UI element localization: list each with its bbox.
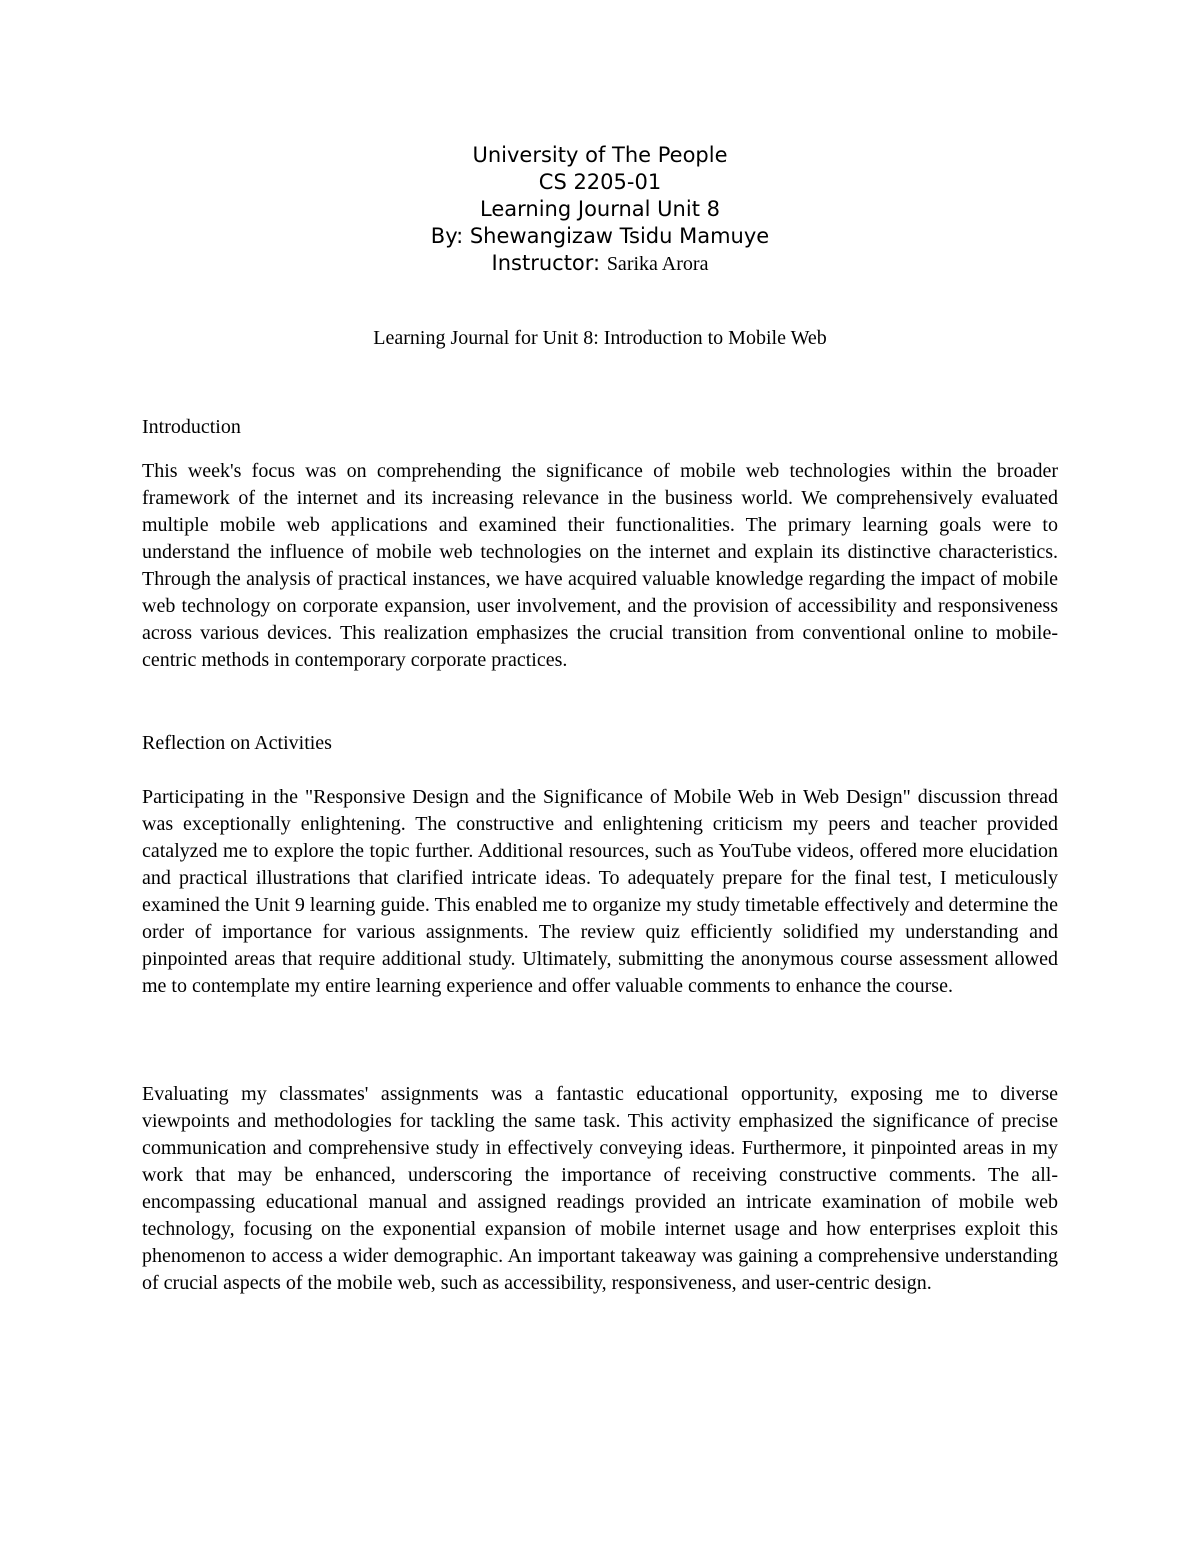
reflection-heading: Reflection on Activities <box>142 732 332 754</box>
instructor-label: Instructor: <box>491 251 601 275</box>
assignment-title: Learning Journal Unit 8 <box>480 197 720 221</box>
document-subtitle: Learning Journal for Unit 8: Introduction to Mobile Web <box>373 327 827 349</box>
reflection-paragraph-2: Evaluating my classmates' assignments was a fantastic educational opportunity, exposing me to diverse viewpoints and methodologies for tackling the same task. This activity emphasized the significance of precise communication and comprehensive study in effectively conveying ideas. Furthermore, it pinpointed areas in my work that may be enhanced, underscoring the importance of receiving constructive comments. The all-encompassing educational manual and assigned readings provided an intricate examination of mobile web technology, focusing on the exponential expansion of mobile internet usage and how enterprises exploit this phenomenon to access a wider demographic. An important takeaway was gaining a comprehensive understanding of crucial aspects of the mobile web, such as accessibility, responsiveness, and user-centric design. <box>142 1083 1058 1294</box>
reflection-paragraph-1: Participating in the "Responsive Design and the Significance of Mobile Web in Web Design" discussion thread was exceptionally enlightening. The constructive and enlightening criticism my peers and teacher provided catalyzed me to explore the topic further. Additional resources, such as YouTube videos, offered more elucidation and practical illustrations that clarified intricate ideas. To adequately prepare for the final test, I meticulously examined the Unit 9 learning guide. This enabled me to organize my study timetable effectively and determine the order of importance for various assignments. The review quiz efficiently solidified my understanding and pinpointed areas that require additional study. Ultimately, submitting the anonymous course assessment allowed me to contemplate my entire learning experience and offer valuable comments to enhance the course. <box>142 786 1058 997</box>
instructor-line <box>0 250 1200 278</box>
university-name: University of The People <box>472 143 728 167</box>
title-block <box>0 142 1200 278</box>
author-line: By: Shewangizaw Tsidu Mamuye <box>430 224 770 248</box>
instructor-name: Sarika Arora <box>606 253 709 275</box>
introduction-heading: Introduction <box>142 416 241 438</box>
introduction-paragraph: This week's focus was on comprehending the significance of mobile web technologies within the broader framework of the internet and its increasing relevance in the business world. We comprehensively evaluated multiple mobile web applications and examined their functionalities. The primary learning goals were to understand the influence of mobile web technologies on the internet and explain its distinctive characteristics. Through the analysis of practical instances, we have acquired valuable knowledge regarding the impact of mobile web technology on corporate expansion, user involvement, and the provision of accessibility and responsiveness across various devices. This realization emphasizes the crucial transition from conventional online to mobile-centric methods in contemporary corporate practices. <box>142 460 1058 671</box>
course-code: CS 2205-01 <box>538 170 662 194</box>
